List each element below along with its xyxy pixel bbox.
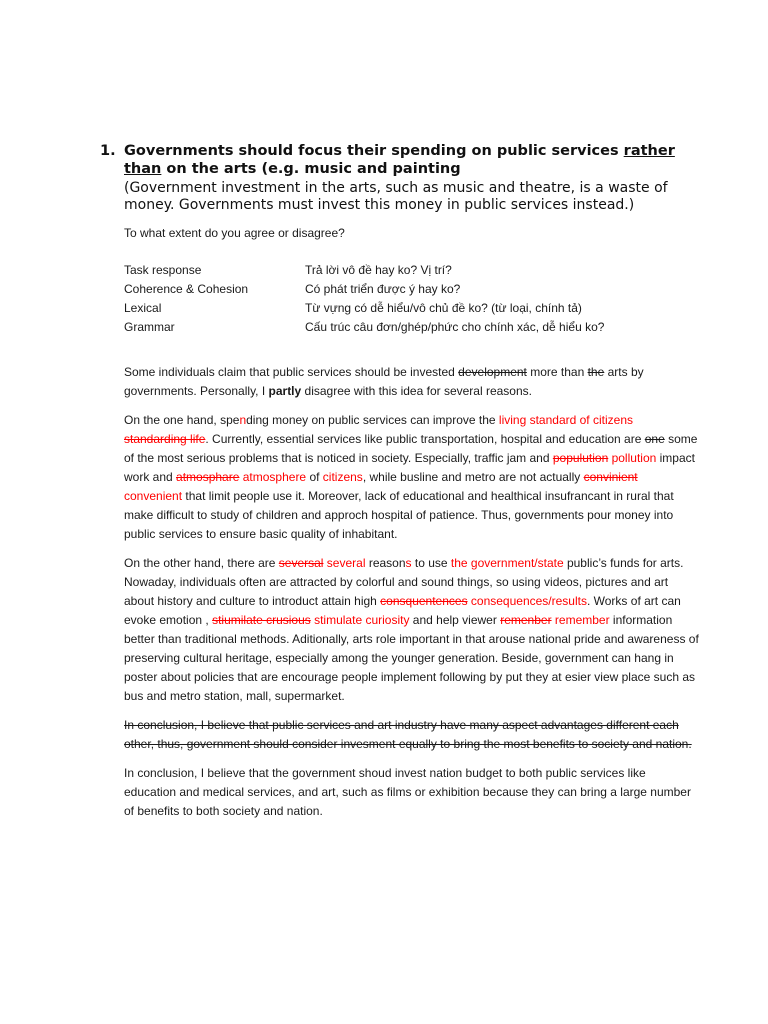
correction-text: convenient <box>124 489 183 503</box>
deleted-text: populution <box>552 451 609 465</box>
correction-text: atmosphere <box>239 470 307 484</box>
criteria-name: Task response <box>124 263 202 277</box>
deleted-text: the <box>587 365 605 379</box>
question-heading <box>100 142 700 178</box>
deleted-text: development <box>458 365 527 379</box>
question-subheading: (Government investment in the arts, such as music and theatre, is a waste of money. Governments must invest this money in public services instead.) <box>124 180 668 213</box>
criteria-name: Coherence & Cohesion <box>124 282 249 296</box>
deleted-text: standarding life <box>124 432 206 446</box>
correction-text: stimulate curiosity <box>310 613 410 627</box>
deleted-text: stiumilate crusious <box>212 613 311 627</box>
correction-text: n <box>239 413 247 427</box>
deleted-text: one <box>644 432 665 446</box>
essay-body-paragraph-2: On the other hand, there are seversal several reasons to use the government/state public’s funds for arts. Nowaday, individuals often are attracted by colorful and sound things, so using videos, pictures and art about history and culture to introduct attain high consquentences consequences/results. Works of art can evoke emotion , stiumilate crusious stimulate curiosity and help viewer remenber remember information better than traditional methods. Aditionally, arts role important in that arouse national pride and awareness of preserving cultural heritage, especially among the younger generation. Beside, government can hang in poster about policies that are encourage people implement following by put they at esier view place such as bus and metro station, mall, supermarket. <box>124 556 699 703</box>
correction-text: living standard of citizens <box>498 413 633 427</box>
deleted-text: convinient <box>583 470 638 484</box>
underlined-phrase: rather than <box>124 143 675 177</box>
correction-text: remember <box>551 613 610 627</box>
struck-conclusion-paragraph: In conclusion, I believe that public services and art industry have many aspect advantages different each other, thus, government should consider invesment equally to bring the most benefits to society and nation. <box>124 718 692 751</box>
correction-text: citizens <box>322 470 363 484</box>
correction-text: consequences/results <box>467 594 587 608</box>
correction-text: the government/state <box>450 556 564 570</box>
criteria-name: Lexical <box>124 301 162 315</box>
question-number: 1. <box>100 143 116 159</box>
correction-text: pollution <box>608 451 657 465</box>
essay-body-paragraph-1: On the one hand, spending money on public services can improve the living standard of citizens standarding life. Currently, essential services like public transportation, hospital and education are one some of the most serious problems that is noticed in society. Especially, traffic jam and populution pollution impact work and atmosphare atmosphere of citizens, while busline and metro are not actually convinient convenient that limit people use it. Moreover, lack of educational and healthical insufrancant in rural that make difficult to study of children and approch hospital of patience. Thus, governments pour money into public services to ensure basic quality of inhabitant. <box>124 413 698 541</box>
deleted-text: atmosphare <box>176 470 240 484</box>
question-prompt: To what extent do you agree or disagree? <box>124 226 345 240</box>
deleted-text: seversal <box>278 556 324 570</box>
deleted-text: consquentences <box>380 594 468 608</box>
criteria-desc: Cấu trúc câu đơn/ghép/phức cho chính xác, dễ hiểu ko? <box>305 320 605 334</box>
bold-word: partly <box>268 384 302 398</box>
essay-conclusion-paragraph: In conclusion, I believe that the government shoud invest nation budget to both public services like education and medical services, and art, such as films or exhibition because they can bring a large number of benefits to both society and nation. <box>124 766 691 818</box>
criteria-desc: Từ vựng có dễ hiểu/vô chủ đề ko? (từ loại, chính tả) <box>305 301 582 315</box>
essay-body <box>124 363 699 831</box>
criteria-desc: Có phát triển được ý hay ko? <box>305 282 461 296</box>
deleted-text: remenber <box>500 613 552 627</box>
question-title: Governments should focus their spending on public services rather than on the arts (e.g. music and painting <box>124 143 675 177</box>
correction-text: several <box>323 556 366 570</box>
correction-text: s <box>405 556 412 570</box>
essay-intro-paragraph: Some individuals claim that public services should be invested development more than the arts by governments. Personally, I partly disagree with this idea for several reasons. <box>124 365 644 398</box>
criteria-desc: Trả lời vô đề hay ko? Vị trí? <box>305 263 452 277</box>
criteria-name: Grammar <box>124 320 175 334</box>
